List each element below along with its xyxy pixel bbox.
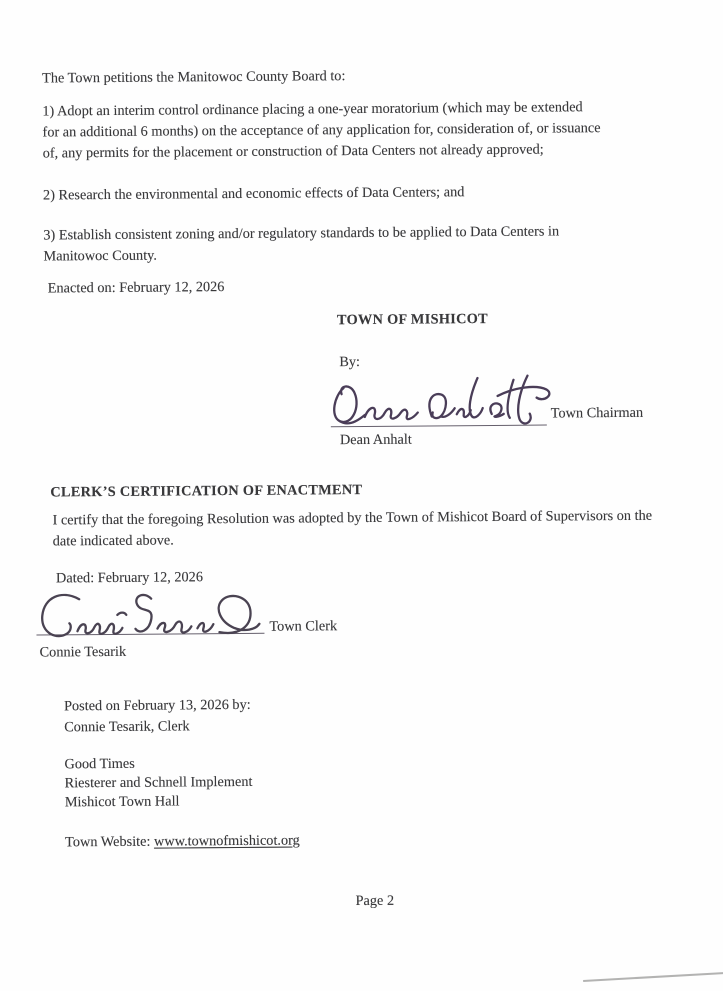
clerk-signature — [33, 588, 273, 648]
petition-intro: The Town petitions the Manitowoc County Board to: — [42, 68, 346, 87]
enacted-date: Enacted on: February 12, 2026 — [47, 279, 225, 297]
dated-line: Dated: February 12, 2026 — [55, 569, 203, 587]
clerk-title: Town Clerk — [269, 618, 338, 635]
website-line — [65, 809, 300, 853]
posting-location-2: Riesterer and Schnell Implement — [64, 773, 253, 792]
posting-location-1: Good Times — [64, 755, 135, 773]
certification-body: I certify that the foregoing Resolution was adopted by the Town of Mishicot Board of Supervisors on the date indicated above. — [52, 507, 653, 550]
petition-item-3: 3) Establish consistent zoning and/or regulatory standards to be applied to Data Centers in Manitowoc County. — [43, 223, 560, 265]
posted-by-line: Connie Tesarik, Clerk — [64, 718, 190, 736]
chairman-printed-name: Dean Anhalt — [339, 431, 412, 449]
petition-item-2: 2) Research the environmental and economic effects of Data Centers; and — [42, 184, 465, 204]
posting-location-3: Mishicot Town Hall — [64, 793, 180, 811]
website-label: Town Website: — [65, 833, 155, 851]
certification-heading: CLERK’S CERTIFICATION OF ENACTMENT — [50, 481, 363, 501]
petition-item-1: 1) Adopt an interim control ordinance placing a one-year moratorium (which may be extended for an additional 6 months) on the acceptance of any application for, consideration of, or issuance of, any permits for the placement or construction of Data Centers not already approved; — [42, 99, 601, 162]
posted-on-line: Posted on February 13, 2026 by: — [63, 696, 251, 715]
by-label: By: — [339, 354, 361, 371]
page-number: Page 2 — [355, 892, 395, 910]
chairman-signature — [329, 371, 557, 431]
chairman-title: Town Chairman — [550, 404, 644, 422]
website-link[interactable]: www.townofmishicot.org — [153, 832, 300, 850]
town-title: TOWN OF MISHICOT — [336, 311, 489, 329]
clerk-printed-name: Connie Tesarik — [39, 643, 127, 661]
